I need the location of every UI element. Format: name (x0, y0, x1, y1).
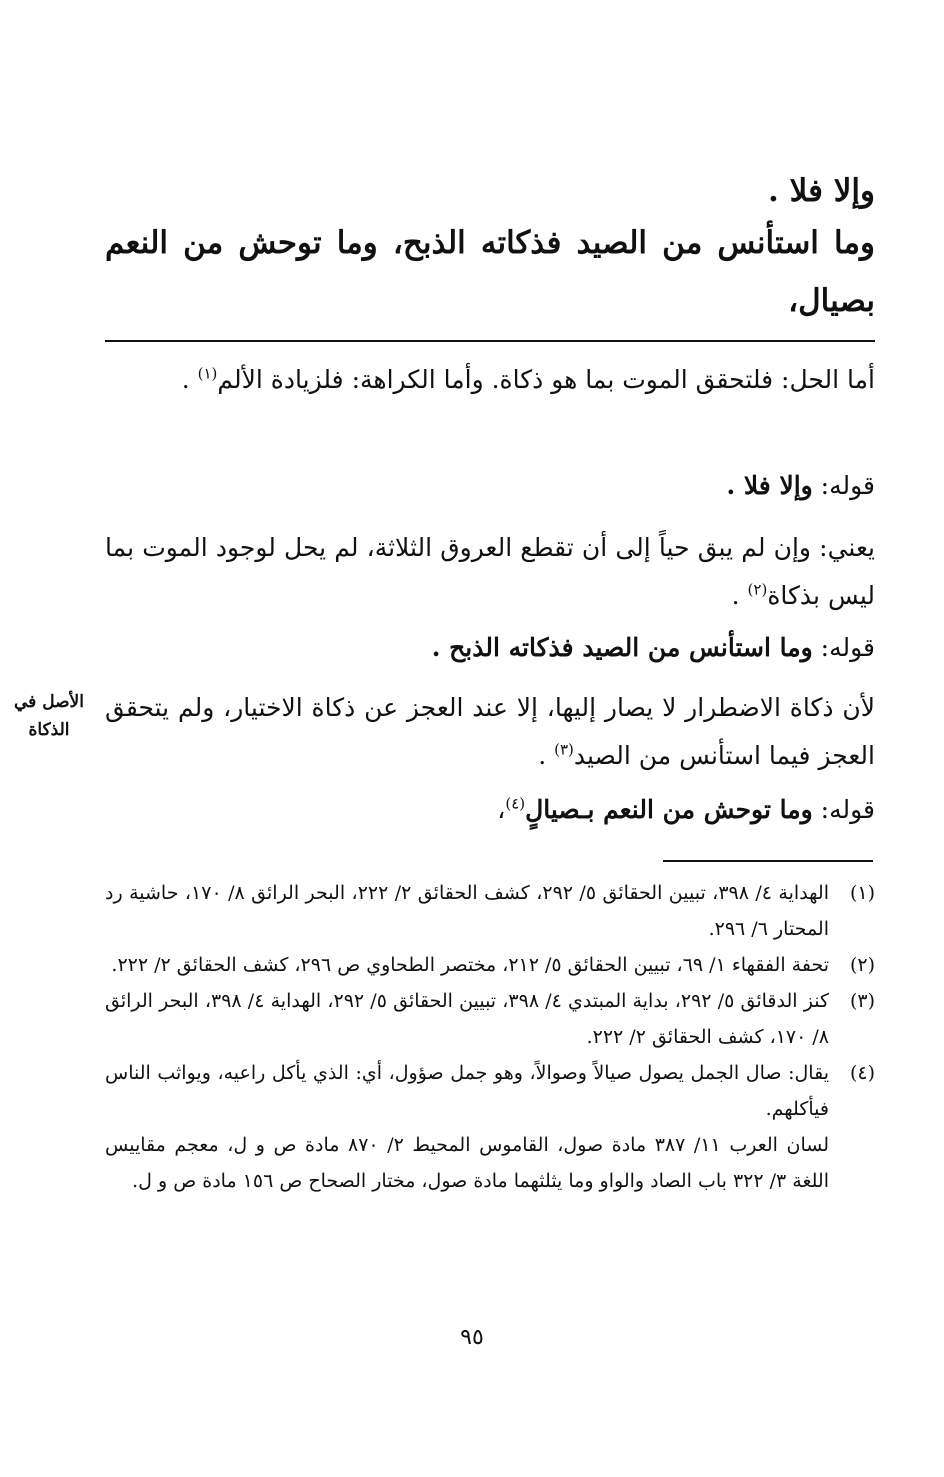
sharh-paragraph-3 (105, 684, 875, 780)
footnote-ref-2: (٢) (747, 580, 768, 599)
qawl-quote-3: وما توحش من النعم بـصيالٍ (525, 795, 813, 824)
matn-line-1 (105, 162, 875, 220)
footnote-text: كنز الدقائق ٥/ ٢٩٢، بداية المبتدي ٤/ ٣٩٨، تبيين الحقائق ٥/ ٢٩٢، الهداية ٤/ ٣٩٨، البحر الرائق ٨/ ١٧٠، كشف الحقائق ٢/ ٢٢٢. (105, 990, 829, 1048)
sharh-paragraph-2 (105, 524, 875, 620)
footnote-1 (105, 875, 875, 947)
margin-note (8, 688, 90, 744)
footnotes-divider (663, 860, 873, 862)
footnote-ref-3: (٣) (554, 740, 574, 759)
sharh-end-3: . (538, 741, 555, 770)
footnote-ref-4: (٤) (505, 794, 526, 813)
sharh-end-2: . (731, 581, 748, 610)
sharh-end-1: . (181, 365, 198, 394)
footnote-number: (٤) (849, 1062, 875, 1084)
footnote-number: (٢) (849, 954, 875, 976)
footnote-3 (105, 983, 875, 1055)
qawl-lead-1: قوله: (812, 471, 875, 500)
matn-text-1: وإلا فلا . (768, 173, 875, 209)
qawl-2 (105, 624, 935, 672)
footnote-2 (105, 947, 875, 983)
sharh-text-3: لأن ذكاة الاضطرار لا يصار إليها، إلا عند العجز عن ذكاة الاختيار، ولم يتحقق العجز فيما استأنس من الصيد (105, 693, 875, 770)
sharh-text-2: يعني: وإن لم يبق حياً إلى أن تقطع العروق الثلاثة، لم يحل لوجود الموت بما ليس بذكاة (105, 533, 875, 610)
qawl-end-3: ، (497, 795, 506, 824)
qawl-3 (105, 786, 935, 834)
footnote-text: الهداية ٤/ ٣٩٨، تبيين الحقائق ٥/ ٢٩٢، كشف الحقائق ٢/ ٢٢٢، البحر الرائق ٨/ ١٧٠، حاشية رد المحتار ٦/ ٢٩٦. (105, 882, 829, 940)
footnote-number: (١) (849, 882, 875, 904)
sharh-text-1: أما الحل: فلتحقق الموت بما هو ذكاة. وأما الكراهة: فلزيادة الألم (217, 365, 875, 394)
footnote-text: يقال: صال الجمل يصول صيالاً وصوالاً، وهو جمل صؤول، أي: الذي يأكل راعيه، ويواثب الناس فيأكلهم. (105, 1062, 829, 1120)
footnotes (105, 875, 875, 1199)
sharh-paragraph-1 (105, 356, 875, 404)
footnote-text: لسان العرب ١١/ ٣٨٧ مادة صول، القاموس المحيط ٢/ ٨٧٠ مادة ص و ل، معجم مقاييس اللغة ٣/ ٣٢٢ باب الصاد والواو وما يثلثهما مادة صول، مختار الصحاح ص ١٥٦ مادة ص و ل. (105, 1134, 829, 1192)
qawl-lead-3: قوله: (812, 795, 875, 824)
matn-text-2: وما استأنس من الصيد فذكاته الذبح، وما توحش من النعم بصيال، (105, 225, 875, 319)
qawl-quote-1: وإلا فلا . (726, 471, 813, 500)
qawl-1 (105, 462, 935, 510)
qawl-quote-2: وما استأنس من الصيد فذكاته الذبح . (431, 633, 813, 662)
footnote-text: تحفة الفقهاء ١/ ٦٩، تبيين الحقائق ٥/ ٢١٢، مختصر الطحاوي ص ٢٩٦، كشف الحقائق ٢/ ٢٢٢. (111, 954, 829, 976)
footnote-4 (105, 1055, 875, 1199)
margin-note-line-2: الذكاة (28, 720, 70, 740)
matn-divider (105, 340, 875, 342)
footnote-ref-1: (١) (197, 364, 218, 383)
matn-line-2 (105, 214, 875, 330)
qawl-lead-2: قوله: (812, 633, 875, 662)
page-number: ٩٥ (460, 1325, 484, 1350)
footnote-number: (٣) (849, 990, 875, 1012)
margin-note-line-1: الأصل في (14, 692, 84, 712)
